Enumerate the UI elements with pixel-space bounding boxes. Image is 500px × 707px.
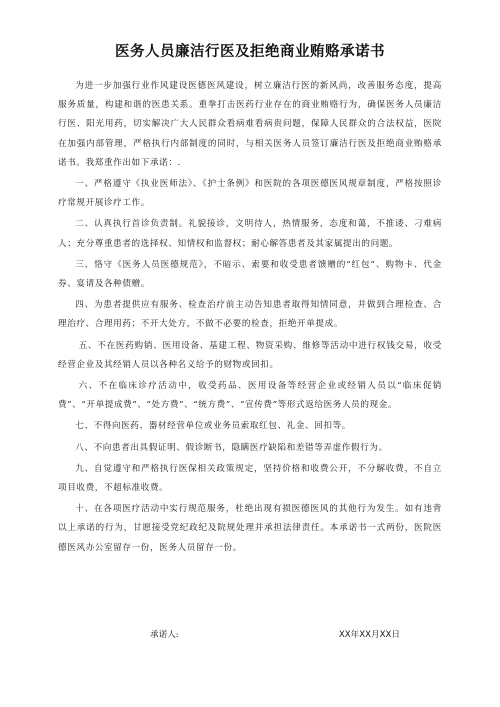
commitment-item-7: 七、不得向医药、器材经营单位或业务员索取红包、礼金、回扣等。: [75, 421, 352, 432]
signature-row: [150, 628, 400, 640]
signature-label: 承诺人:: [150, 630, 179, 640]
commitment-item-4: 四、为患者提供应有服务、检查治疗前主动告知患者取得知情同意，并做到合理检查、合理治疗、合理用药；不开大处方，不做不必要的检查，拒绝开单提成。: [58, 300, 442, 330]
commitment-item-8: 八、不向患者出具假证明、假诊断书，隐瞒医疗缺陷和差错等弄虚作假行为。: [75, 442, 388, 453]
signature-date: XX年XX月XX日: [338, 630, 400, 640]
commitment-item-1: 一、严格遵守《执业医师法》、《护士条例》和医院的各项医德医风规章制度，严格按照诊疗常规开展诊疗工作。: [58, 179, 442, 209]
commitment-item-3: 三、恪守《医务人员医德规范》，不暗示、索要和收受患者馈赠的“红包”、购物卡、代金券、宴请及各种债赠。: [58, 259, 442, 290]
commitment-item-5: 五、不在医药购销、医用设备、基建工程、物资采购、维修等活动中进行权钱交易，收受经营企业及其经销人员以各种名义给予的财物或回扣。: [58, 340, 442, 370]
document-title: 医务人员廉洁行医及拒绝商业贿赂承诺书: [115, 44, 385, 60]
intro-paragraph: 为进一步加强行业作风建设医德医风建设，树立廉洁行医的新风尚，改善服务态度，提高服务质量，构建和谐的医患关系。重拳打击医药行业存在的商业贿赂行为，确保医务人员廉洁行医、阳光用药，切实解决广大人民群众看病难看病贵问题，保障人民群众的合法权益，医院在加强内部管理，严格执行内部制度的同时，与相关医务人员签订廉洁行医及拒绝商业贿赂承诺书。我郑重作出如下承诺：.: [58, 81, 442, 168]
commitment-item-6: 六、不在临床诊疗活动中，收受药品、医用设备等经营企业或经销人员以“临床促销费”、“开单提成费”、“处方费”、“统方费”、“宣传费”等形式返给医务人员的现金。: [58, 381, 442, 411]
commitment-item-10: 十、在各项医疗活动中实行规范服务，杜绝出现有损医德医风的其他行为发生。如有违背以上承诺的行为，甘愿接受党纪政纪及院规处理并承担法律责任。本承诺书一式两份，医院医德医风办公室留存一份，医务人员留存一份。: [58, 504, 442, 553]
commitment-item-2: 二、认真执行首诊负责制。礼貌接诊，文明待人，热情服务，态度和蔼，不推诿、刁难病人；充分尊重患者的选择权、知情权和监督权；耐心解答患者及其家属提出的问题。: [58, 219, 442, 249]
commitment-item-9: 九、自觉遵守和严格执行医保相关政策规定，坚持价格和收费公开，不分解收费，不自立项目收费，不超标准收费。: [58, 463, 442, 494]
